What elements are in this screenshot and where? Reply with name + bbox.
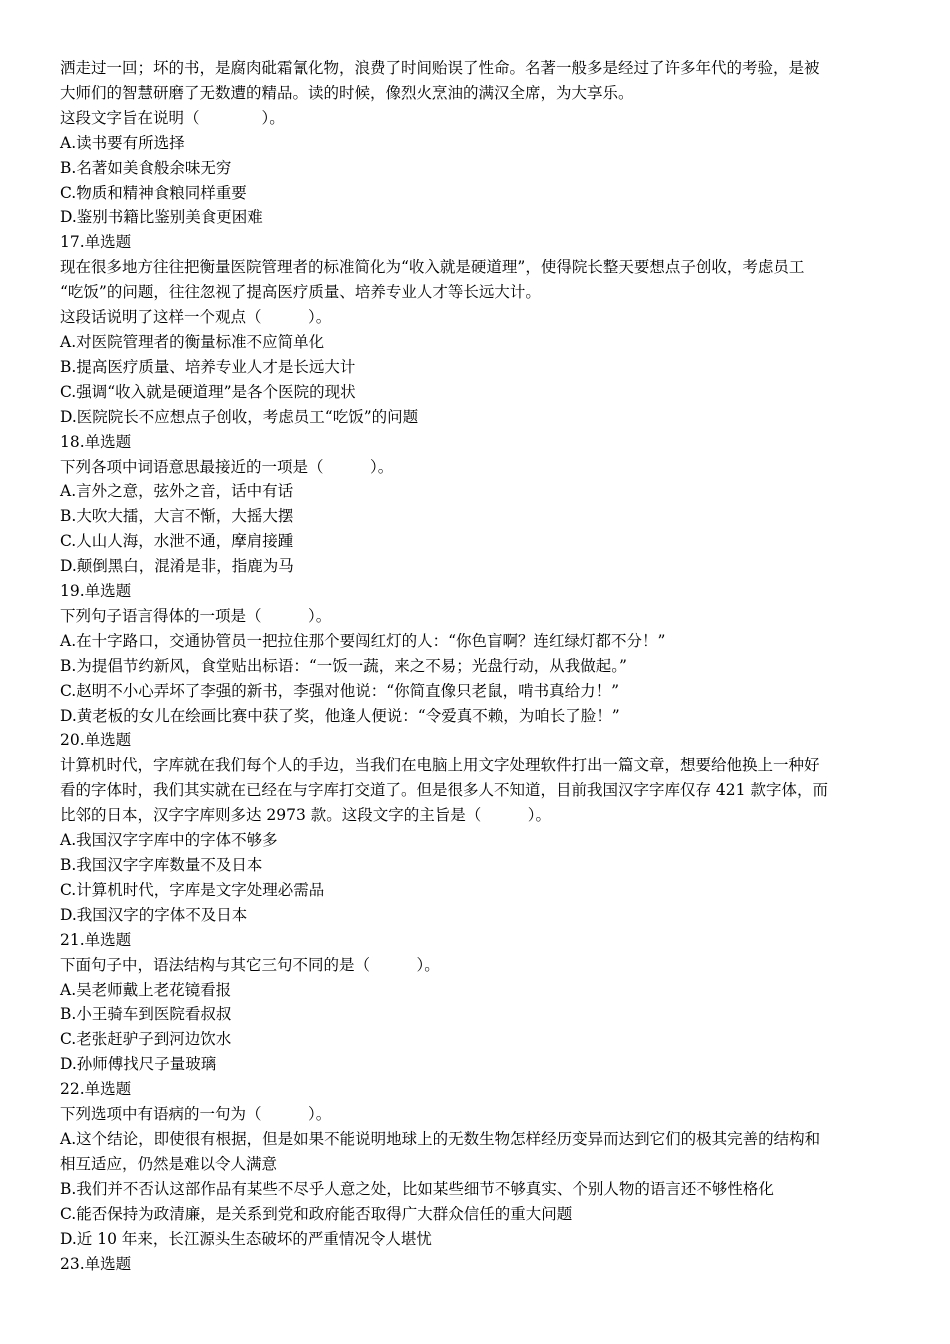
passage-line: 比邻的日本，汉字字库则多达 2973 款。这段文字的主旨是（ ）。 <box>60 806 552 825</box>
option-b: B.小王骑车到医院看叔叔 <box>60 1005 232 1024</box>
option-c: C.强调“收入就是硬道理”是各个医院的现状 <box>60 382 356 401</box>
option-b: B.大吹大擂，大言不惭，大摇大摆 <box>60 507 294 526</box>
option-d: D.颠倒黑白，混淆是非，指鹿为马 <box>60 557 294 576</box>
question-stem: 下列各项中词语意思最接近的一项是（ ）。 <box>60 457 394 476</box>
option-a: A.言外之意，弦外之音，话中有话 <box>60 482 294 501</box>
option-a: A.这个结论，即使很有根据，但是如果不能说明地球上的无数生物怎样经历变异而达到它们的极其完善的结构和 <box>60 1129 821 1148</box>
passage-line: 看的字体时，我们其实就在已经在与字库打交道了。但是很多人不知道，目前我国汉字字库仅存 421 款字体，而 <box>60 781 828 800</box>
option-a: A.吴老师戴上老花镜看报 <box>60 980 232 999</box>
option-d: D.孙师傅找尺子量玻璃 <box>60 1055 217 1074</box>
option-a: A.读书要有所选择 <box>60 133 185 152</box>
option-b: B.为提倡节约新风，食堂贴出标语：“一饭一蔬，来之不易；光盘行动，从我做起。” <box>60 656 627 675</box>
option-b: B.我们并不否认这部作品有某些不尽乎人意之处，比如某些细节不够真实、个别人物的语言还不够性格化 <box>60 1179 774 1198</box>
question-header: 17.单选题 <box>60 233 132 252</box>
question-stem: 这段话说明了这样一个观点（ ）。 <box>60 308 332 327</box>
option-a: A.对医院管理者的衡量标准不应简单化 <box>60 332 325 351</box>
option-a: A.在十字路口，交通协管员一把拉住那个要闯红灯的人：“你色盲啊？连红绿灯都不分！” <box>60 631 666 650</box>
option-c: C.老张赶驴子到河边饮水 <box>60 1030 232 1049</box>
option-c: C.物质和精神食粮同样重要 <box>60 183 247 202</box>
option-d: D.近 10 年来，长江源头生态破坏的严重情况令人堪忧 <box>60 1229 432 1248</box>
question-header: 21.单选题 <box>60 930 132 949</box>
question-stem: 下面句子中，语法结构与其它三句不同的是（ ）。 <box>60 955 440 974</box>
option-c: C.赵明不小心弄坏了李强的新书，李强对他说：“你简直像只老鼠，啃书真给力！” <box>60 681 620 700</box>
option-d: D.鉴别书籍比鉴别美食更困难 <box>60 208 263 227</box>
option-a: A.我国汉字字库中的字体不够多 <box>60 831 278 850</box>
option-a-continued: 相互适应，仍然是难以令人满意 <box>60 1154 278 1173</box>
question-header: 22.单选题 <box>60 1080 132 1099</box>
passage-line: 洒走过一回；坏的书，是腐肉砒霜氰化物，浪费了时间贻误了性命。名著一般多是经过了许多年代的考验，是被 <box>60 59 820 77</box>
question-stem: 下列选项中有语病的一句为（ ）。 <box>60 1105 332 1124</box>
passage-line: 大师们的智慧研磨了无数遭的精品。读的时候，像烈火烹油的满汉全席，为大享乐。 <box>60 83 634 102</box>
question-header: 23.单选题 <box>60 1254 132 1273</box>
question-header: 20.单选题 <box>60 731 132 750</box>
passage-line: 现在很多地方往往把衡量医院管理者的标准简化为“收入就是硬道理”，使得院长整天要想点子创收，考虑员工 <box>60 258 805 277</box>
question-stem: 下列句子语言得体的一项是（ ）。 <box>60 606 332 625</box>
option-b: B.我国汉字字库数量不及日本 <box>60 856 263 874</box>
passage-line: “吃饭”的问题，往往忽视了提高医疗质量、培养专业人才等长远大计。 <box>60 283 541 302</box>
option-d: D.黄老板的女儿在绘画比赛中获了奖，他逢人便说：“令爱真不赖，为咱长了脸！” <box>60 706 620 725</box>
passage-line: 计算机时代，字库就在我们每个人的手边，当我们在电脑上用文字处理软件打出一篇文章，想要给他换上一种好 <box>60 756 820 775</box>
option-c: C.人山人海，水泄不通，摩肩接踵 <box>60 532 294 551</box>
option-b: B.提高医疗质量、培养专业人才是长远大计 <box>60 357 356 376</box>
question-header: 18.单选题 <box>60 432 132 451</box>
question-header: 19.单选题 <box>60 582 132 601</box>
option-c: C.能否保持为政清廉，是关系到党和政府能否取得广大群众信任的重大问题 <box>60 1204 573 1223</box>
option-d: D.我国汉字的字体不及日本 <box>60 905 248 924</box>
option-d: D.医院院长不应想点子创收，考虑员工“吃饭”的问题 <box>60 407 419 426</box>
option-c: C.计算机时代，字库是文字处理必需品 <box>60 880 325 899</box>
exam-page <box>60 56 885 1276</box>
question-stem: 这段文字旨在说明（ ）。 <box>60 108 285 127</box>
option-b: B.名著如美食般余味无穷 <box>60 158 232 177</box>
